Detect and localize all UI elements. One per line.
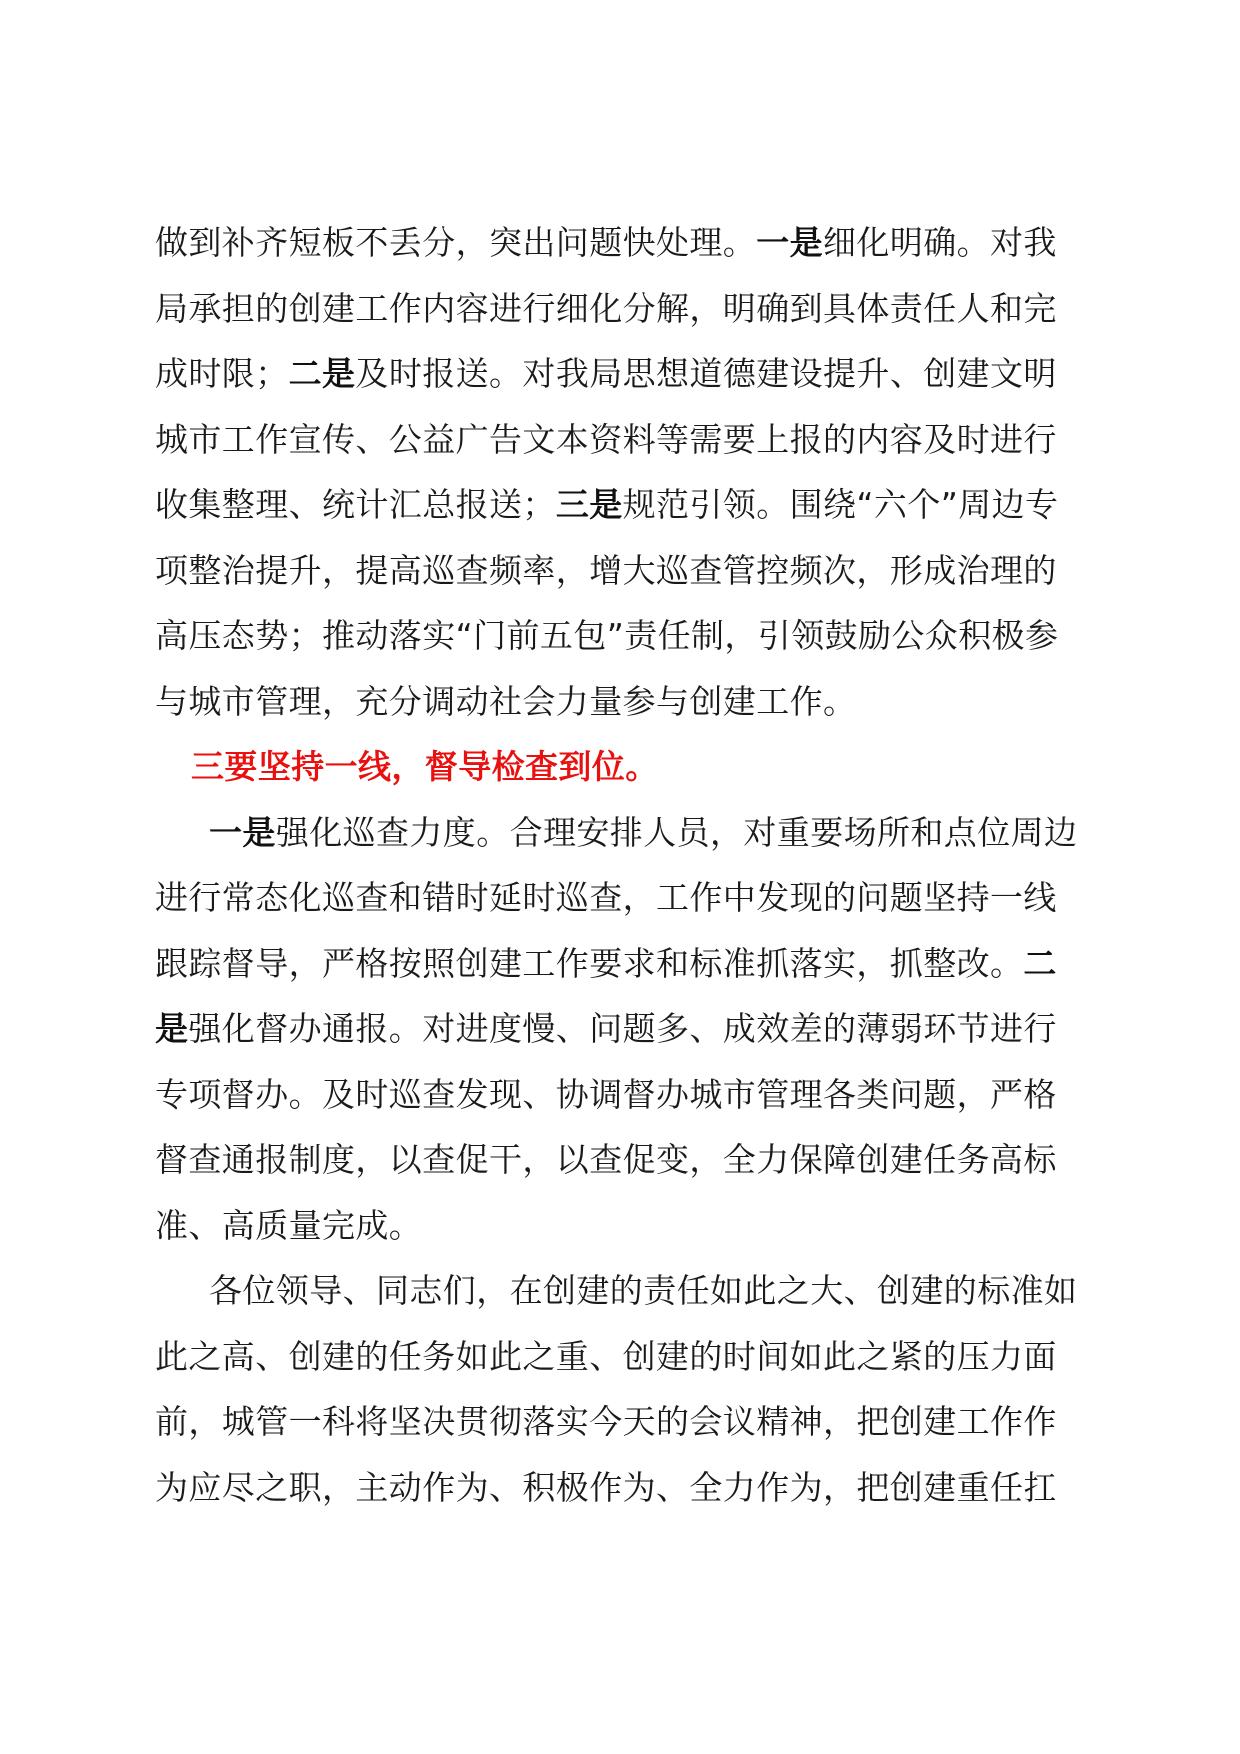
- text-run: 规范引领。围绕“六个”周边专项整治提升，提高巡查频率，增大巡查管控频次，形成治理的高压态势；推动落实“门前五包”责任制，引领鼓励公众积极参与城市管理，充分调动社会力量参与创建工作。: [155, 485, 1059, 721]
- section-heading: 三要坚持一线，督导检查到位。: [191, 747, 659, 786]
- paragraph-1: [155, 210, 1085, 734]
- bold-marker-yi: 一是: [756, 223, 824, 262]
- text-run: 强化巡查力度。合理安排人员，对重要场所和点位周边进行常态化巡查和错时延时巡查，工作中发现的问题坚持一线跟踪督导，严格按照创建工作要求和标准抓落实，抓整改。: [155, 812, 1078, 983]
- text-run: 做到补齐短板不丢分，突出问题快处理。: [155, 223, 757, 262]
- paragraph-3: [155, 1258, 1085, 1520]
- text-run: 细化明确。对我局承担的创建工作内容进行细化分解，明确到具体责任人和完成时限；: [155, 223, 1057, 393]
- bold-marker-er: 二是: [288, 354, 356, 393]
- text-run: 及时报送。对我局思想道德建设提升、创建文明城市工作宣传、公益广告文本资料等需要上报的内容及时进行收集整理、统计汇总报送；: [155, 354, 1057, 524]
- text-run: 各位领导、同志们，在创建的责任如此之大、创建的标准如此之高、创建的任务如此之重、创建的时间如此之紧的压力面前，城管一科将坚决贯彻落实今天的会议精神，把创建工作作为应尽之职，主动作为、积极作为、全力作为，把创建重任扛: [155, 1271, 1078, 1507]
- document-body: [155, 210, 1085, 1520]
- bold-marker-san: 三是: [555, 485, 623, 524]
- bold-marker-er: 二是: [155, 943, 1057, 1048]
- bold-marker-yi: 一是: [209, 812, 276, 852]
- text-run: 强化督办通报。对进度慢、问题多、成效差的薄弱环节进行专项督办。及时巡查发现、协调督办城市管理各类问题，严格督查通报制度，以查促干，以查促变，全力保障创建任务高标准、高质量完成。: [155, 1009, 1057, 1245]
- paragraph-2: [155, 800, 1085, 1259]
